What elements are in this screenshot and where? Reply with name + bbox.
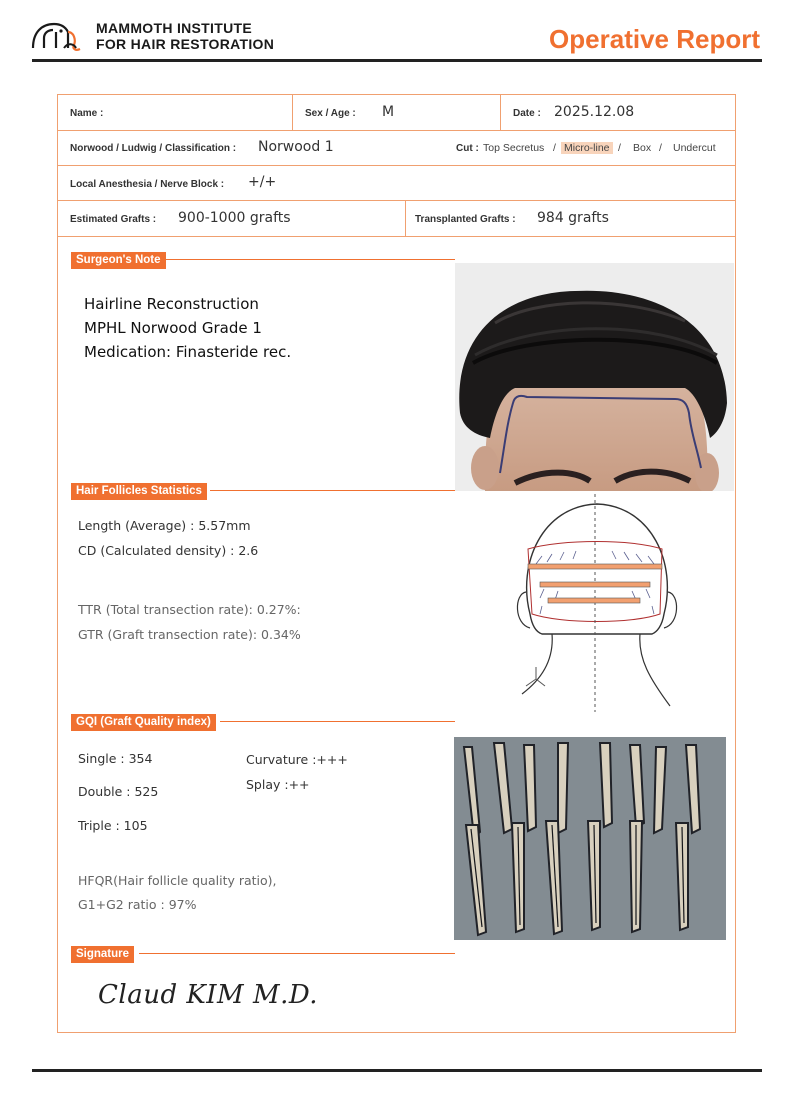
sex-age-field[interactable]: M — [382, 104, 395, 120]
donor-area-diagram — [512, 494, 682, 712]
row-divider — [57, 200, 736, 201]
note-line: MPHL Norwood Grade 1 — [84, 319, 262, 337]
column-divider — [292, 94, 293, 130]
column-divider — [405, 200, 406, 236]
cut-option-box[interactable]: Box — [633, 142, 652, 154]
estimated-grafts-label: Estimated Grafts : — [70, 214, 157, 225]
estimated-grafts-field[interactable]: 900-1000 grafts — [178, 210, 291, 226]
gqi-double: Double : 525 — [78, 784, 159, 799]
gqi-curvature: Curvature :+++ — [246, 752, 348, 767]
section-rule — [139, 953, 455, 954]
logo-text — [96, 20, 274, 52]
stat-calculated-density: CD (Calculated density) : 2.6 — [78, 543, 259, 558]
cut-option-top-secretus[interactable]: Top Secretus — [483, 142, 545, 154]
mammoth-logo-icon — [30, 18, 92, 52]
anesthesia-label: Local Anesthesia / Nerve Block : — [70, 179, 225, 190]
note-line: Hairline Reconstruction — [84, 295, 259, 313]
section-header-signature: Signature — [71, 946, 134, 963]
surgeon-signature: Claud KIM M.D. — [98, 980, 319, 1010]
gqi-splay: Splay :++ — [246, 777, 310, 792]
footer-divider — [32, 1069, 762, 1072]
header-divider — [32, 59, 762, 62]
row-divider — [57, 236, 736, 237]
classification-field[interactable]: Norwood 1 — [258, 139, 334, 155]
logo-line-1: MAMMOTH INSTITUTE — [96, 20, 252, 36]
section-header-gqi: GQI (Graft Quality index) — [71, 714, 216, 731]
grafts-photo — [454, 737, 726, 940]
column-divider — [500, 94, 501, 130]
cut-option-undercut[interactable]: Undercut — [673, 142, 716, 154]
stat-gtr: GTR (Graft transection rate): 0.34% — [78, 627, 301, 642]
gqi-triple: Triple : 105 — [78, 818, 148, 833]
classification-label: Norwood / Ludwig / Classification : — [70, 143, 237, 154]
hairline-photo — [455, 263, 734, 491]
stat-ttr: TTR (Total transection rate): 0.27%: — [78, 602, 301, 617]
gqi-g1g2-ratio: G1+G2 ratio : 97% — [78, 897, 197, 912]
transplanted-grafts-field[interactable]: 984 grafts — [537, 210, 609, 226]
cut-option-micro-line[interactable]: Micro-line — [561, 142, 613, 154]
cut-label: Cut : — [456, 143, 479, 154]
gqi-single: Single : 354 — [78, 751, 153, 766]
anesthesia-field[interactable]: +/+ — [248, 174, 277, 190]
logo — [30, 18, 92, 57]
row-divider — [57, 165, 736, 166]
sex-age-label: Sex / Age : — [305, 108, 356, 119]
page-title: Operative Report — [549, 24, 760, 54]
section-header-statistics: Hair Follicles Statistics — [71, 483, 207, 500]
cut-separator: / — [553, 142, 556, 154]
gqi-hfqr-label: HFQR(Hair follicle quality ratio), — [78, 873, 277, 888]
row-divider — [57, 130, 736, 131]
logo-line-2: FOR HAIR RESTORATION — [96, 36, 275, 52]
cut-separator: / — [659, 142, 662, 154]
date-label: Date : — [513, 108, 541, 119]
section-header-surgeons-note: Surgeon's Note — [71, 252, 166, 269]
surgeons-note-text — [84, 292, 291, 364]
date-field[interactable]: 2025.12.08 — [554, 104, 635, 120]
section-rule — [210, 490, 455, 491]
name-label: Name : — [70, 108, 104, 119]
section-rule — [166, 259, 455, 260]
section-rule — [220, 721, 455, 722]
transplanted-grafts-label: Transplanted Grafts : — [415, 214, 516, 225]
stat-length: Length (Average) : 5.57mm — [78, 518, 251, 533]
note-line: Medication: Finasteride rec. — [84, 343, 292, 361]
cut-separator: / — [618, 142, 621, 154]
